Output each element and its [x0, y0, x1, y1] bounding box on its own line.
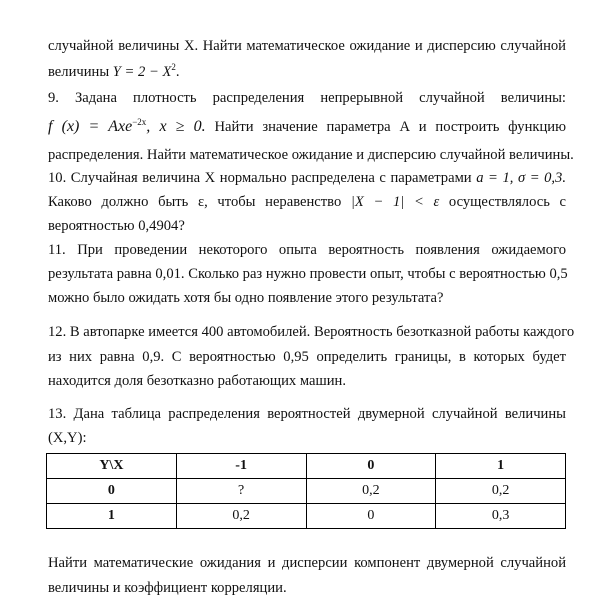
table-row-header: 1	[47, 504, 177, 529]
problem-12-line-3: находится доля безотказно работающих машин.	[48, 373, 346, 389]
problem-12-line-2: из них равна 0,9. С вероятностью 0,95 определить границы, в которых будет	[48, 349, 566, 365]
problem-11-line-1: 11. При проведении некоторого опыта вероятность появления ожидаемого	[48, 242, 566, 258]
table-row	[47, 479, 566, 504]
problem-9-line-1: 9. Задана плотность распределения непрерывной случайной величины:	[48, 90, 566, 106]
density-condition: , x ≥ 0.	[146, 118, 206, 135]
final-line-2: величины и коэффициент корреляции.	[48, 580, 287, 596]
problem-13-line-1: 13. Дана таблица распределения вероятностей двумерной случайной величины	[48, 406, 566, 422]
text-fragment: .	[175, 64, 180, 80]
table-header-cell: -1	[176, 454, 306, 479]
math-parameters: a = 1, σ = 0,3.	[476, 170, 566, 186]
text-fragment: Каково должно быть ε, чтобы неравенство	[48, 194, 342, 210]
table-header-cell: 1	[436, 454, 566, 479]
problem-11-line-2: результата равна 0,01. Сколько раз нужно провести опыт, чтобы с вероятностью 0,5	[48, 266, 568, 282]
table-header-cell: Y\X	[47, 454, 177, 479]
problem-11-line-3: можно было ожидать хотя бы одно появление этого результата?	[48, 290, 444, 306]
text-line-1: случайной величины X. Найти математическое ожидание и дисперсию случайной	[48, 38, 566, 54]
final-line-1: Найти математические ожидания и дисперсии компонент двумерной случайной	[48, 555, 566, 571]
text-fragment: величины	[48, 64, 110, 80]
text-fragment: 10. Случайная величина Х нормально распределена с параметрами	[48, 170, 472, 186]
table-cell: 0,2	[436, 479, 566, 504]
problem-10-line-2	[48, 192, 566, 212]
text-fragment: осуществлялось с	[448, 194, 567, 210]
text-line-2	[48, 62, 566, 82]
problem-10-line-3: вероятностью 0,4904?	[48, 218, 185, 234]
math-inequality: |X − 1| < ε	[350, 194, 440, 210]
distribution-table	[46, 453, 566, 529]
density-exponent: −2x	[132, 117, 147, 127]
problem-10-line-1	[48, 168, 566, 188]
table-cell: 0	[306, 504, 436, 529]
problem-13-line-2: (X,Y):	[48, 430, 87, 446]
problem-12-line-1: 12. В автопарке имеется 400 автомобилей. Вероятность безотказной работы каждого	[48, 324, 575, 340]
table-row	[47, 504, 566, 529]
table-cell: ?	[176, 479, 306, 504]
problem-9-line-3: распределения. Найти математическое ожидание и дисперсию случайной величины.	[48, 147, 574, 163]
table-header-cell: 0	[306, 454, 436, 479]
problem-9-line-2	[48, 117, 566, 137]
text-fragment: Найти значение параметра А и построить функцию	[205, 119, 566, 135]
density-formula: f (x) = Axe	[48, 118, 133, 135]
math-expression-y: Y = 2 − X	[112, 64, 172, 80]
table-cell: 0,2	[176, 504, 306, 529]
table-header-row	[47, 454, 566, 479]
math-exponent: 2	[171, 62, 176, 72]
table-cell: 0,3	[436, 504, 566, 529]
table-row-header: 0	[47, 479, 177, 504]
table-cell: 0,2	[306, 479, 436, 504]
